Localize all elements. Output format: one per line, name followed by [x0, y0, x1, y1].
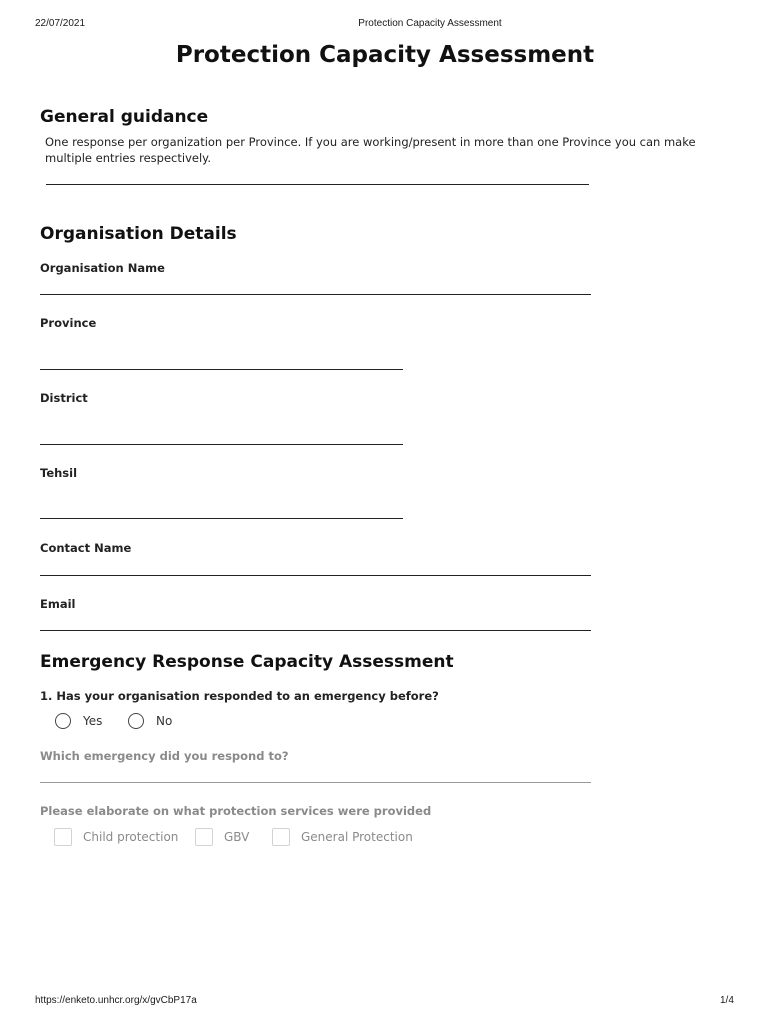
yes-radio[interactable]	[55, 713, 71, 729]
print-footer-url: https://enketo.unhcr.org/x/gvCbP17a	[35, 995, 197, 1006]
contact-name-label: Contact Name	[40, 541, 132, 555]
general-protection-label: General Protection	[301, 830, 413, 844]
protection-services-label: Please elaborate on what protection services were provided	[40, 804, 432, 818]
emergency-assessment-heading: Emergency Response Capacity Assessment	[40, 652, 454, 672]
which-emergency-label: Which emergency did you respond to?	[40, 749, 289, 763]
general-guidance-heading: General guidance	[40, 107, 209, 127]
print-date: 22/07/2021	[35, 18, 86, 29]
gbv-checkbox[interactable]	[195, 828, 213, 846]
general-protection-checkbox[interactable]	[272, 828, 290, 846]
general-guidance-text: One response per organization per Province. If you are working/present in more than one Province you can make multiple entries respectively.	[45, 135, 696, 165]
no-radio[interactable]	[128, 713, 144, 729]
email-field[interactable]	[40, 630, 591, 631]
contact-name-field[interactable]	[40, 575, 591, 576]
print-header-title: Protection Capacity Assessment	[358, 18, 502, 29]
no-option-label: No	[156, 714, 173, 728]
guidance-divider	[46, 184, 589, 185]
child-protection-label: Child protection	[83, 830, 179, 844]
organisation-name-field[interactable]	[40, 294, 591, 295]
email-label: Email	[40, 597, 76, 611]
yes-option-label: Yes	[83, 714, 103, 728]
q1-label: 1. Has your organisation responded to an emergency before?	[40, 689, 439, 703]
district-field[interactable]	[40, 444, 403, 445]
organisation-name-label: Organisation Name	[40, 261, 165, 275]
page-title: Protection Capacity Assessment	[175, 42, 595, 68]
gbv-label: GBV	[224, 830, 250, 844]
organisation-details-heading: Organisation Details	[40, 224, 237, 244]
district-label: District	[40, 391, 88, 405]
province-field[interactable]	[40, 369, 403, 370]
tehsil-field[interactable]	[40, 518, 403, 519]
print-page-number: 1/4	[720, 995, 734, 1006]
child-protection-checkbox[interactable]	[54, 828, 72, 846]
tehsil-label: Tehsil	[40, 466, 78, 480]
which-emergency-field[interactable]	[40, 782, 591, 783]
province-label: Province	[40, 316, 97, 330]
